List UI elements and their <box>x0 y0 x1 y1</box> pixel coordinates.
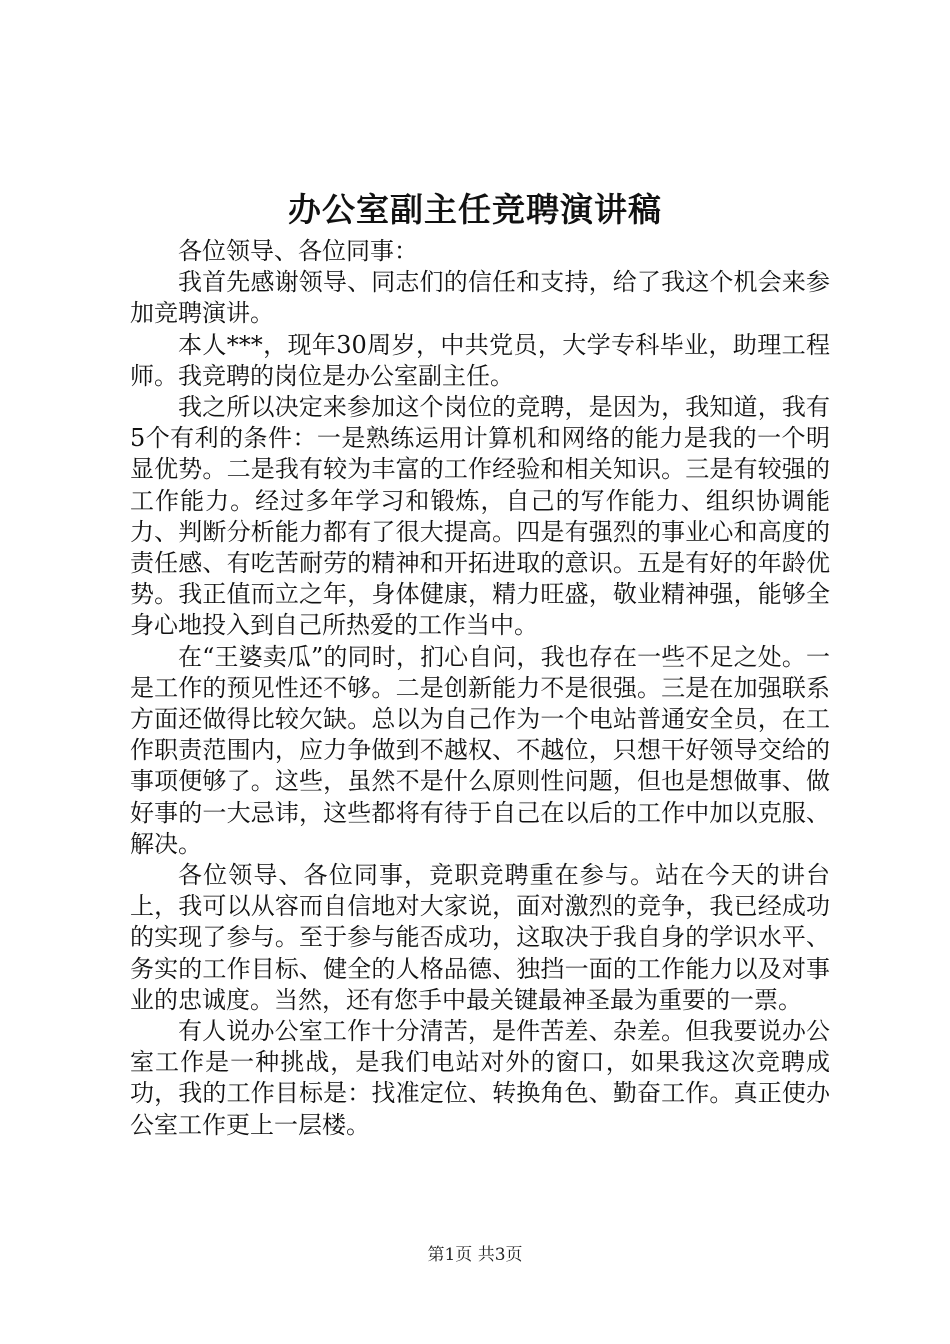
paragraph-salutation: 各位领导、各位同事： <box>178 237 418 265</box>
paragraph-shortcomings: 在“王婆卖瓜”的同时，扪心自问，我也存在一些不足之处。一是工作的预见性还不够。二是创新能力不是很强。三是在加强联系方面还做得比较欠缺。总以为自己作为一个电站普通安全员，在工作职责范围内，应力争做到不越权、不越位，只想干好领导交给的事项便够了。这些，虽然不是什么原则性问题，但也是想做事、做好事的一大忌讳，这些都将有待于自己在以后的工作中加以克服、解决。 <box>130 642 830 858</box>
page-footer: 第1页 共3页 <box>427 1245 523 1265</box>
paragraph-self-intro: 本人***，现年30周岁，中共党员，大学专科毕业，助理工程师。我竞聘的岗位是办公室副主任。 <box>130 330 830 390</box>
document-title: 办公室副主任竞聘演讲稿 <box>288 190 662 229</box>
paragraph-thanks: 我首先感谢领导、同志们的信任和支持，给了我这个机会来参加竞聘演讲。 <box>130 268 830 328</box>
paragraph-advantages: 我之所以决定来参加这个岗位的竞聘，是因为，我知道，我有5个有利的条件：一是熟练运用计算机和网络的能力是我的一个明显优势。二是我有较为丰富的工作经验和相关知识。三是有较强的工作能力。经过多年学习和锻炼，自己的写作能力、组织协调能力、判断分析能力都有了很大提高。四是有强烈的事业心和高度的责任感、有吃苦耐劳的精神和开拓进取的意识。五是有好的年龄优势。我正值而立之年，身体健康，精力旺盛，敬业精神强，能够全身心地投入到自己所热爱的工作当中。 <box>130 393 830 640</box>
document-body <box>130 236 830 1141</box>
paragraph-participation: 各位领导、各位同事，竞职竞聘重在参与。站在今天的讲台上，我可以从容而自信地对大家说，面对激烈的竞争，我已经成功的实现了参与。至于参与能否成功，这取决于我自身的学识水平、务实的工作目标、健全的人格品德、独挡一面的工作能力以及对事业的忠诚度。当然，还有您手中最关键最神圣最为重要的一票。 <box>130 861 830 1014</box>
paragraph-work-goals: 有人说办公室工作十分清苦，是件苦差、杂差。但我要说办公室工作是一种挑战，是我们电站对外的窗口，如果我这次竞聘成功，我的工作目标是：找准定位、转换角色、勤奋工作。真正使办公室工作更上一层楼。 <box>130 1017 830 1139</box>
